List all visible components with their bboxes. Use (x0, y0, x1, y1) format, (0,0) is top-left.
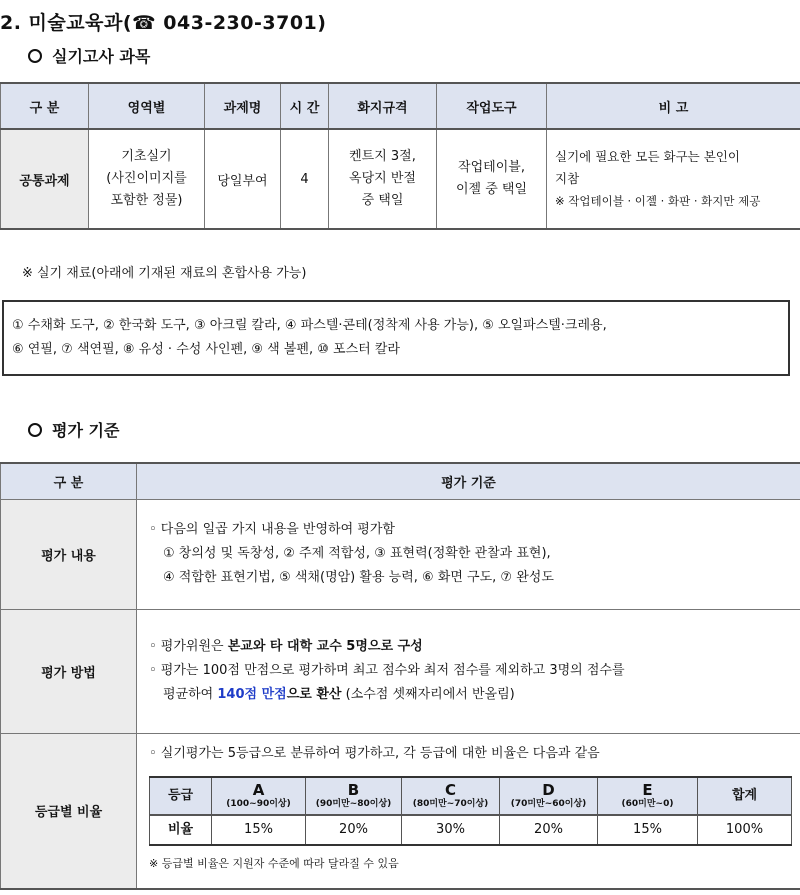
grade-letter: D (542, 780, 555, 799)
header-paper: 화지규격 (329, 83, 437, 129)
row-tool (437, 129, 547, 229)
ratio-footnote: ※ 등급별 비율은 지원자 수준에 따라 달라질 수 있음 (149, 856, 399, 870)
ratio-value: 15% (212, 815, 306, 845)
section-heading-exam-subjects (28, 44, 150, 67)
row-task: 당일부여 (205, 129, 281, 229)
materials-box (2, 300, 790, 376)
grade-cell (306, 777, 402, 815)
grade-cell (402, 777, 500, 815)
ratio-value: 30% (402, 815, 500, 845)
paper-line: 옥당지 반절 (349, 171, 416, 186)
grade-range: (100~90이상) (226, 798, 291, 809)
method-bold-text: 으로 환산 (286, 687, 342, 702)
ratio-value: 20% (500, 815, 598, 845)
row-content (137, 499, 800, 609)
row-note (547, 129, 800, 229)
note-line: ※ 작업테이블 · 이젤 · 화판 · 화지만 제공 (555, 194, 761, 208)
total-value: 100% (698, 815, 792, 845)
section-heading-text: 실기고사 과목 (52, 47, 151, 66)
area-line: 기초실기 (121, 149, 172, 164)
note-line: 지참 (555, 171, 580, 186)
content-line: ◦ 다음의 일곱 가지 내용을 반영하여 평가함 (149, 522, 395, 537)
evaluation-table (0, 462, 800, 890)
section-heading-text: 평가 기준 (52, 421, 120, 440)
row-ratio (137, 733, 800, 889)
row-label-content: 평가 내용 (1, 499, 137, 609)
area-line: 포함한 정물) (110, 193, 183, 208)
header-task: 과제명 (205, 83, 281, 129)
method-bold-text: 본교와 타 대학 교수 5명으로 구성 (227, 639, 423, 654)
grade-cell (598, 777, 698, 815)
row-paper (329, 129, 437, 229)
header-category: 구 분 (1, 463, 137, 499)
grade-range: (70미만~60이상) (510, 798, 587, 809)
row-area (89, 129, 205, 229)
row-category: 공통과제 (1, 129, 89, 229)
content-line: ④ 적합한 표현기법, ⑤ 색채(명암) 활용 능력, ⑥ 화면 구도, ⑦ 완성도 (163, 570, 554, 585)
total-label: 합계 (698, 777, 792, 815)
method-line (149, 683, 800, 707)
header-note: 비 고 (547, 83, 800, 129)
area-line: (사진이미지를 (106, 171, 187, 186)
grade-cell (500, 777, 598, 815)
ratio-label: 비율 (150, 815, 212, 845)
grade-range: (60미만~0) (621, 798, 674, 809)
content-line: ① 창의성 및 독창성, ② 주제 적합성, ③ 표현력(정확한 관찰과 표현), (163, 546, 551, 561)
grade-cell (212, 777, 306, 815)
row-label-ratio: 등급별 비율 (1, 733, 137, 889)
note-line: 실기에 필요한 모든 화구는 본인이 (555, 149, 740, 164)
header-time: 시 간 (281, 83, 329, 129)
grade-label: 등급 (150, 777, 212, 815)
row-time: 4 (281, 129, 329, 229)
table-row (1, 733, 800, 889)
grade-ratio-table (149, 776, 792, 846)
tool-line: 작업테이블, (458, 160, 525, 175)
paper-line: 켄트지 3절, (349, 149, 416, 164)
grade-letter: E (642, 780, 653, 799)
method-line: ◦ 평가는 100점 만점으로 평가하며 최고 점수와 최저 점수를 제외하고 3명의 점수를 (149, 663, 625, 678)
method-line (149, 635, 800, 659)
header-tool: 작업도구 (437, 83, 547, 129)
section-heading-evaluation (28, 418, 119, 441)
materials-line: ⑥ 연필, ⑦ 색연필, ⑧ 유성 · 수성 사인펜, ⑨ 색 볼펜, ⑩ 포스터 칼라 (12, 342, 400, 357)
exam-subjects-table (0, 82, 800, 230)
method-highlight-text: 140점 만점 (217, 687, 287, 702)
method-text: (소수점 셋째자리에서 반올림) (341, 687, 515, 702)
grade-range: (90미만~80이상) (315, 798, 392, 809)
method-text: ◦ 평가위원은 (149, 639, 228, 654)
ratio-value: 15% (598, 815, 698, 845)
grade-range: (80미만~70이상) (412, 798, 489, 809)
circle-bullet-icon (28, 49, 42, 63)
ratio-value: 20% (306, 815, 402, 845)
ratio-intro: ◦ 실기평가는 5등급으로 분류하여 평가하고, 각 등급에 대한 비율은 다음과 같음 (149, 745, 600, 761)
table-row (1, 609, 800, 733)
header-area: 영역별 (89, 83, 205, 129)
paper-line: 중 택일 (361, 193, 404, 208)
method-text: 평균하여 (163, 687, 218, 702)
row-label-method: 평가 방법 (1, 609, 137, 733)
row-method (137, 609, 800, 733)
grade-letter: B (347, 780, 360, 799)
page-title: 2. 미술교육과(☎ 043-230-3701) (0, 12, 327, 34)
tool-line: 이젤 중 택일 (455, 182, 528, 197)
materials-line: ① 수채화 도구, ② 한국화 도구, ③ 아크릴 칼라, ④ 파스텔·콘테(정착제 사용 가능), ⑤ 오일파스텔·크레용, (12, 318, 607, 333)
circle-bullet-icon (28, 423, 42, 437)
grade-letter: C (444, 780, 456, 799)
materials-note: ※ 실기 재료(아래에 기재된 재료의 혼합사용 가능) (22, 266, 307, 281)
table-row (1, 129, 800, 229)
header-criteria: 평가 기준 (137, 463, 800, 499)
header-category: 구 분 (1, 83, 89, 129)
grade-letter: A (252, 780, 265, 799)
table-row (1, 499, 800, 609)
